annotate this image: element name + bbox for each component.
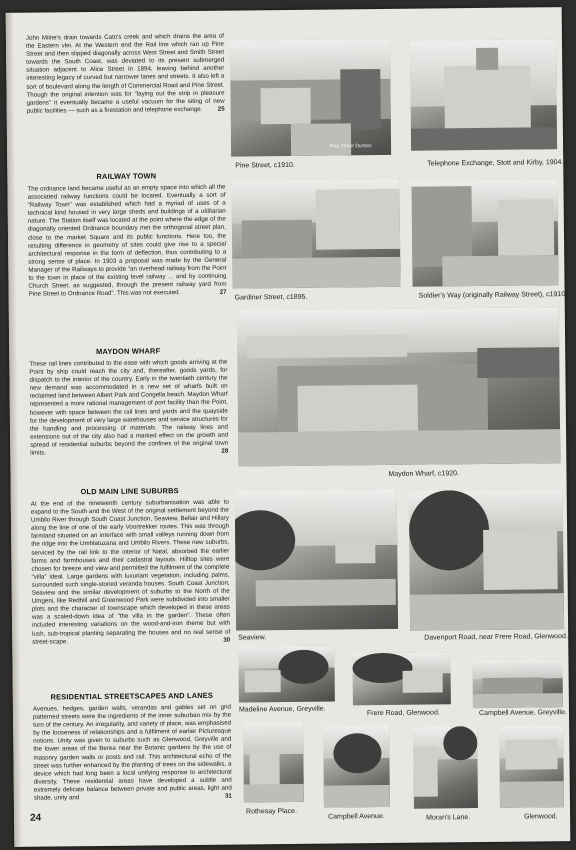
railway-town-section [27,171,226,299]
page-number: 24 [30,812,42,824]
intro-paragraph: John Milne's drain towards Cato's creek and which drains the area of the Eastern vlei. At the Western end the Rail line which ran up Pine Street and then slipped diagonally across West Street and Smith Street towards the South Coast, was deviated to its present submerged situation adjacent to Alice Street in 1894, leaving behind another interesting legacy of curved but narrower lanes and streets. It also left a sort of boulevard along the length of Commercial Road and Pine Street. Though the original intention was for "laying out the strip in pleasure gardens" it eventually became a useful vacuum for the siting of new public facilities — such as a firestation and telephone exchange. 25 [25,32,225,115]
photo-campbell-avenue [323,725,390,808]
reference-number: 31 [224,792,232,800]
photo-caption: Pine Street, c1910. [235,161,295,170]
residential-section [33,691,232,803]
photo-maydon-wharf [237,307,561,466]
photo-caption: Frere Road, Glenwood. [366,709,440,718]
photo-caption: Glenwood. [524,813,558,821]
photo-caption: Campbell Avenue. [328,813,385,821]
photo-caption: Moran's Lane. [426,814,471,822]
section-heading: MAYDON WHARF [96,346,161,357]
reference-number: 30 [223,636,231,644]
reference-number: 28 [221,447,229,455]
photo-caption: Gardiner Street, c1895. [234,293,308,302]
photo-gardiner-street [231,179,400,289]
photo-soldiers-way [411,179,558,287]
photo-caption: Madeline Avenue, Greyville. [238,705,326,714]
photo-glenwood [499,725,564,808]
old-main-line-section [31,486,231,647]
photo-frere-road [352,652,451,705]
photo-madeline-avenue [238,646,335,703]
residential-paragraph: Avenues, hedges, garden walls, verandas and gables set on grid patterned streets were the ingredients of the inner suburban mix by the turn of the century. An irregularity, and variety of place, was emphasised by the looseness of relationships and a fulfilment of earlier Picturesque notions. Unity was given to suburbs such as Glenwood, Greyville and the lower areas of the Berea near the Botanic gardens by the use of masonry garden walls or posts and rail. This architectural echo of the street was further enhanced by the planting of trees on the sidewalks, a device which had long been a local unifying response to architectural diversity. These residential areas have developed a subtle and extremely delicate balance between private and public areas, light and shade, unity and 31 [32,703,232,802]
section-heading: OLD MAIN LINE SUBURBS [80,486,179,497]
photo-telephone-exchange [410,39,557,151]
photo-rothesay-place [243,722,304,803]
photo-caption: Rothesay Place. [245,807,298,816]
photo-caption: Soldier's Way (originally Railway Street), c1910. [418,291,568,300]
reference-number: 25 [217,105,225,113]
photo-seaview [235,489,398,631]
intro-section [26,33,225,116]
photo-caption: Campbell Avenue, Greyville. [478,709,567,718]
photo-morans-lane [413,726,478,809]
photo-caption: Telephone Exchange, Stott and Kirby, 1904. [427,159,564,168]
photo-caption: Maydon Wharf, c1920. [388,470,459,478]
old-main-line-paragraph: At the end of the nineteenth century suburbanisation was able to expand to the South and the West of the original settlement beyond the Umbilo River through South Coast Junction, Seaview, Bellair and Hillary along the line of one of the early Voortrekker routes. This was through farmland situated on an interface with small valleys running down from the ridge into the Umhlatuzana and Umbilo Rivers. These new suburbs, serviced by the rail link to the interior of Natal, absorbed the earlier farms and farmhouses and their cadastral layouts. Hilltop sites were chosen for breeze and view and permitted the fulfilment of the complete "villa" ideal. Large gardens with luxuriant vegetation, including palms, surrounded such single-storied veranda houses. South Coast Junction, Seaview and the similar development of suburbs to the North of the Umgeni, like Redhill and Greenwood Park were subdivided into smaller plots and the character of townscape which developed in these areas was a scaled-down idea of "the villa in the garden". These often included interesting variations on the wood-and-iron theme but with lush, sub-tropical planting separating the houses and no real sense of street-scape. 30 [30,498,231,646]
maydon-wharf-section [29,346,228,458]
magazine-page [6,7,571,847]
photo-inscription: Pine Street Durban [329,143,372,150]
railway-town-paragraph: The ordnance land became useful as an empty space into which all the associated railway functions could be located. Eventually a sort of "Railway Town" was established which had a myriad of uses of a technical kind housed in very large sheds and buildings of a utilitarian nature. The Station itself was located at the point where the edge of the diagonally oriented Ordnance boundary met the orthogonal street plan, close to the market Square and its public functions. Here too, the resulting difference in geometry of sites could give rise to a special architectural response in the form of deflection, thus contributing to a strong sense of place. In 1903 a proposal was made by the General Manager of the Railways to provide "an overhead railway from the Point to the town in place of the existing level railway ... and by continuing Church Street, as suggested, through the present railway yard from Pine Street to Ordnance Road". This was not executed. 27 [27,183,227,298]
maydon-wharf-paragraph: These rail lines contributed to the ease with which goods arriving at the Point by ship could reach the city and, thereafter, goods yards, for dispatch to the interior of the country. Early in the twentieth century the new demand was accommodated in a new set of wharfs built on reclaimed land between Albert Park and Congella beach. Maydon Wharf represented a more rational management of port facility than the Point, however with space between the rail lines and yards and the quayside for the development of very large warehouses and service structures for the handling and processing of materials. The railway lines and extensions out of the city also had a marked effect on the growth and spread of residential suburbs beyond the confines of the original town limits. 28 [29,358,229,457]
reference-number: 27 [219,288,227,296]
photo-caption: Seaview. [238,634,267,642]
photo-campbell-avenue-greyville [472,659,562,708]
photo-caption: Davenport Road, near Frere Road, Glenwood. [424,633,568,642]
section-heading: RAILWAY TOWN [96,171,157,181]
photo-pine-street [230,39,391,157]
photo-davenport-road [409,489,564,631]
section-heading: RESIDENTIAL STREETSCAPES AND LANES [50,690,214,702]
binding-shadow [6,13,23,847]
